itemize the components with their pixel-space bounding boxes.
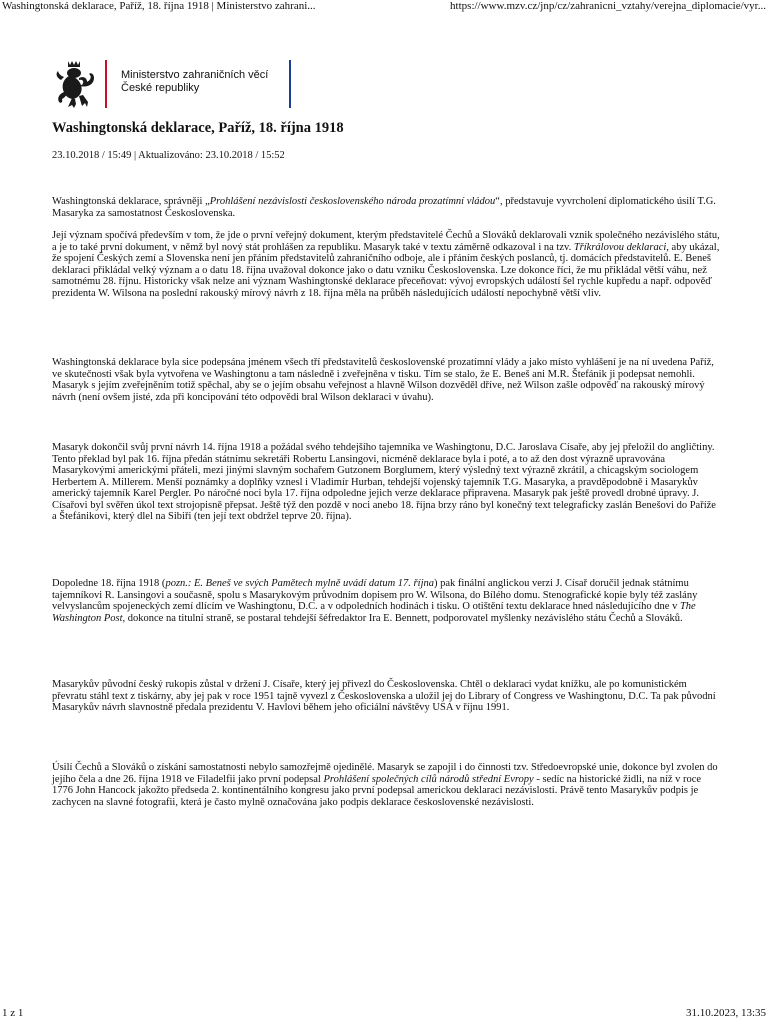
paragraph-6: Masarykův původní český rukopis zůstal v držení J. Císaře, který jej přivezl do Československa. Chtěl o deklaraci vydat knížku, ale po komunistickém převratu stáhl text z tiskárny, aby jej pak v roce 1951 tajně vyvezl z Československa a uložil jej do Library of Congress ve Washingtonu, D.C. Ta pak původní Masarykův návrh slavnostně předala prezidentu V. Havlovi během jeho oficiální návštěvy USA v říjnu 1991. xyxy=(52,679,716,713)
article-title: Washingtonská deklarace, Paříž, 18. října 1918 xyxy=(52,120,344,136)
page-title-header: Washingtonská deklarace, Paříž, 18. října 1918 | Ministerstvo zahrani... xyxy=(2,0,316,12)
print-datetime: 31.10.2023, 13:35 xyxy=(685,1007,766,1019)
ministry-name-line2: České republiky xyxy=(121,82,200,94)
page-number: 1 z 1 xyxy=(2,1007,24,1019)
ministry-logo[interactable] xyxy=(52,58,292,110)
ministry-name-line1: Ministerstvo zahraničních věcí xyxy=(121,69,269,81)
paragraph-5: Dopoledne 18. října 1918 (pozn.: E. Beneš ve svých Pamětech mylně uvádí datum 17. října) pak finální anglickou verzi J. Císař doručil jednak státnímu tajemníkovi R. Lansingovi a současně, spolu s Masarykovým průvodním dopisem pro W. Wilsona, do Bílého domu. Stenografické kopie byly též zaslány velvyslancům spojeneckých zemí dlícím ve Washingtonu, D.C. a v odpoledních hodinách i tisku. O otištění textu deklarace hned následujícího dne v The Washington Post, dokonce na titulní straně, se postaral tehdejší šéfredaktor Ira E. Bennett, podporovatel myšlenky nezávislého státu Čechů a Slováků. xyxy=(52,578,698,624)
paragraph-3: Washingtonská deklarace byla sice podepsána jménem všech tří představitelů československé prozatímní vlády a jako místo vyhlášení je na ní uvedena Paříž, ve skutečnosti však byla vytvořena ve Washingtonu a tam následně i zveřejněna v tisku. Tím se stalo, že E. Beneš ani M.R. Štefánik ji podepsat nemohli. Masaryk s jejím zveřejněním totiž spěchal, aby se o jejím obsahu veřejnost a hlavně Wilson dozvěděl dříve, než Wilson zašle odpověď na rakouský mírový návrh (není ovšem jisté, zda při koncipování této odpovědi bral Wilson deklaraci v úvahu). xyxy=(52,357,714,403)
paragraph-7: Úsilí Čechů a Slováků o získání samostatnosti nebylo samozřejmě ojedinělé. Masaryk se zapojil i do činnosti tzv. Středoevropské unie, dokonce byl zvolen do jejího čela a dne 26. října 1918 ve Filadelfii jako první podepsal Prohlášení společných cílů národů střední Evropy - sedíc na historické židli, na níž v roce 1776 John Hancock jakožto předseda 2. kontinentálního kongresu jako první podepsal americkou deklaraci nezávislosti. Právě tento Masarykův podpis je zachycen na slavné fotografii, která je často mylně označována jako podpis deklarace československé nezávislosti. xyxy=(52,762,718,808)
emphasis-text: Tříkrálovou deklaraci xyxy=(573,241,667,253)
paragraph-1: Washingtonská deklarace, správněji „Prohlášení nezávislosti československého národa prozatímní vládou“, představuje vyvrcholení diplomatického úsilí T.G. Masaryka za samostatnost Československa. xyxy=(52,196,716,219)
ministry-name xyxy=(121,69,268,95)
logo-blue-divider xyxy=(289,60,291,108)
paragraph-4: Masaryk dokončil svůj první návrh 14. října 1918 a požádal svého tehdejšího tajemníka ve Washingtonu, D.C. Jaroslava Císaře, aby jej přeložil do angličtiny. Tento překlad byl pak 16. října předán státnímu sekretáři Robertu Lansingovi, nicméně deklarace byla i poté, a to až den dost výrazně upravována Masarykovými americkými přáteli, mezi jinými slavným sochařem Gutzonem Borglumem, který výsledný text výrazně zkrátil, a chicagským sociologem Herbertem A. Millerem. Menší poznámky a doplňky vznesl i Vladimír Hurban, tehdejší vojenský tajemník T.G. Masaryka, a pravděpodobně i Masarykův americký tajemník Karel Pergler. Po náročné noci byla 17. října odpoledne jejich verze deklarace připravena. Masaryk pak ještě provedl drobné úpravy. J. Císařovi byl svěřen úkol text strojopisně přepsat. Ještě týž den pozdě v noci anebo 18. října brzy ráno byl konečný text telegraficky zaslán Benešovi do Paříže a Štefánikovi, který dlel na Sibiři (ten její text obdržel teprve 20. října). xyxy=(52,442,716,522)
print-header xyxy=(0,0,768,14)
emphasis-text: Prohlášení nezávislosti československého národa prozatímní vládou xyxy=(209,196,496,207)
emphasis-text: pozn.: E. Beneš ve svých Pamětech mylně uvádí datum 17. října xyxy=(165,578,434,589)
paragraph-2: Její význam spočívá především v tom, že jde o první veřejný dokument, kterým představitelé Čechů a Slováků deklarovali vznik společného nezávislého státu, a je to také první dokument, v němž byl nový stát prohlášen za republiku. Masaryk také v textu záměrně odkazoval i na tzv. Tříkrálovou deklaraci, aby ukázal, že spojení Českých zemí a Slovenska není jen přáním představitelů zahraničního odboje, ale i přáním českých poslanců, tj. domácích představitelů. E. Beneš deklaraci přikládal velký význam a o datu 18. října uvažoval dokonce jako o datu vzniku Československa. Lze dokonce říci, že mu přikládal větší váhu, než samotnému 28. říjnu. Historicky však nelze ani význam Washingtonské deklarace přeceňovat: vývoj evropských událostí šel rychle kupředu a např. odpověď prezidenta W. Wilsona na poslední rakouský mírový návrh z 18. října měla na průběh následujících událostí nepochybně větší vliv. xyxy=(52,230,720,299)
logo-red-divider xyxy=(105,60,107,108)
print-footer xyxy=(0,1007,768,1021)
page-url-header: https://www.mzv.cz/jnp/cz/zahranicni_vztahy/verejna_diplomacie/vyr... xyxy=(450,0,766,12)
emphasis-text: The Washington Post xyxy=(52,601,696,624)
czech-lion-icon xyxy=(52,58,100,110)
article-dates: 23.10.2018 / 15:49 | Aktualizováno: 23.10.2018 / 15:52 xyxy=(52,150,285,161)
emphasis-text: Prohlášení společných cílů národů střední Evropy xyxy=(323,773,534,785)
